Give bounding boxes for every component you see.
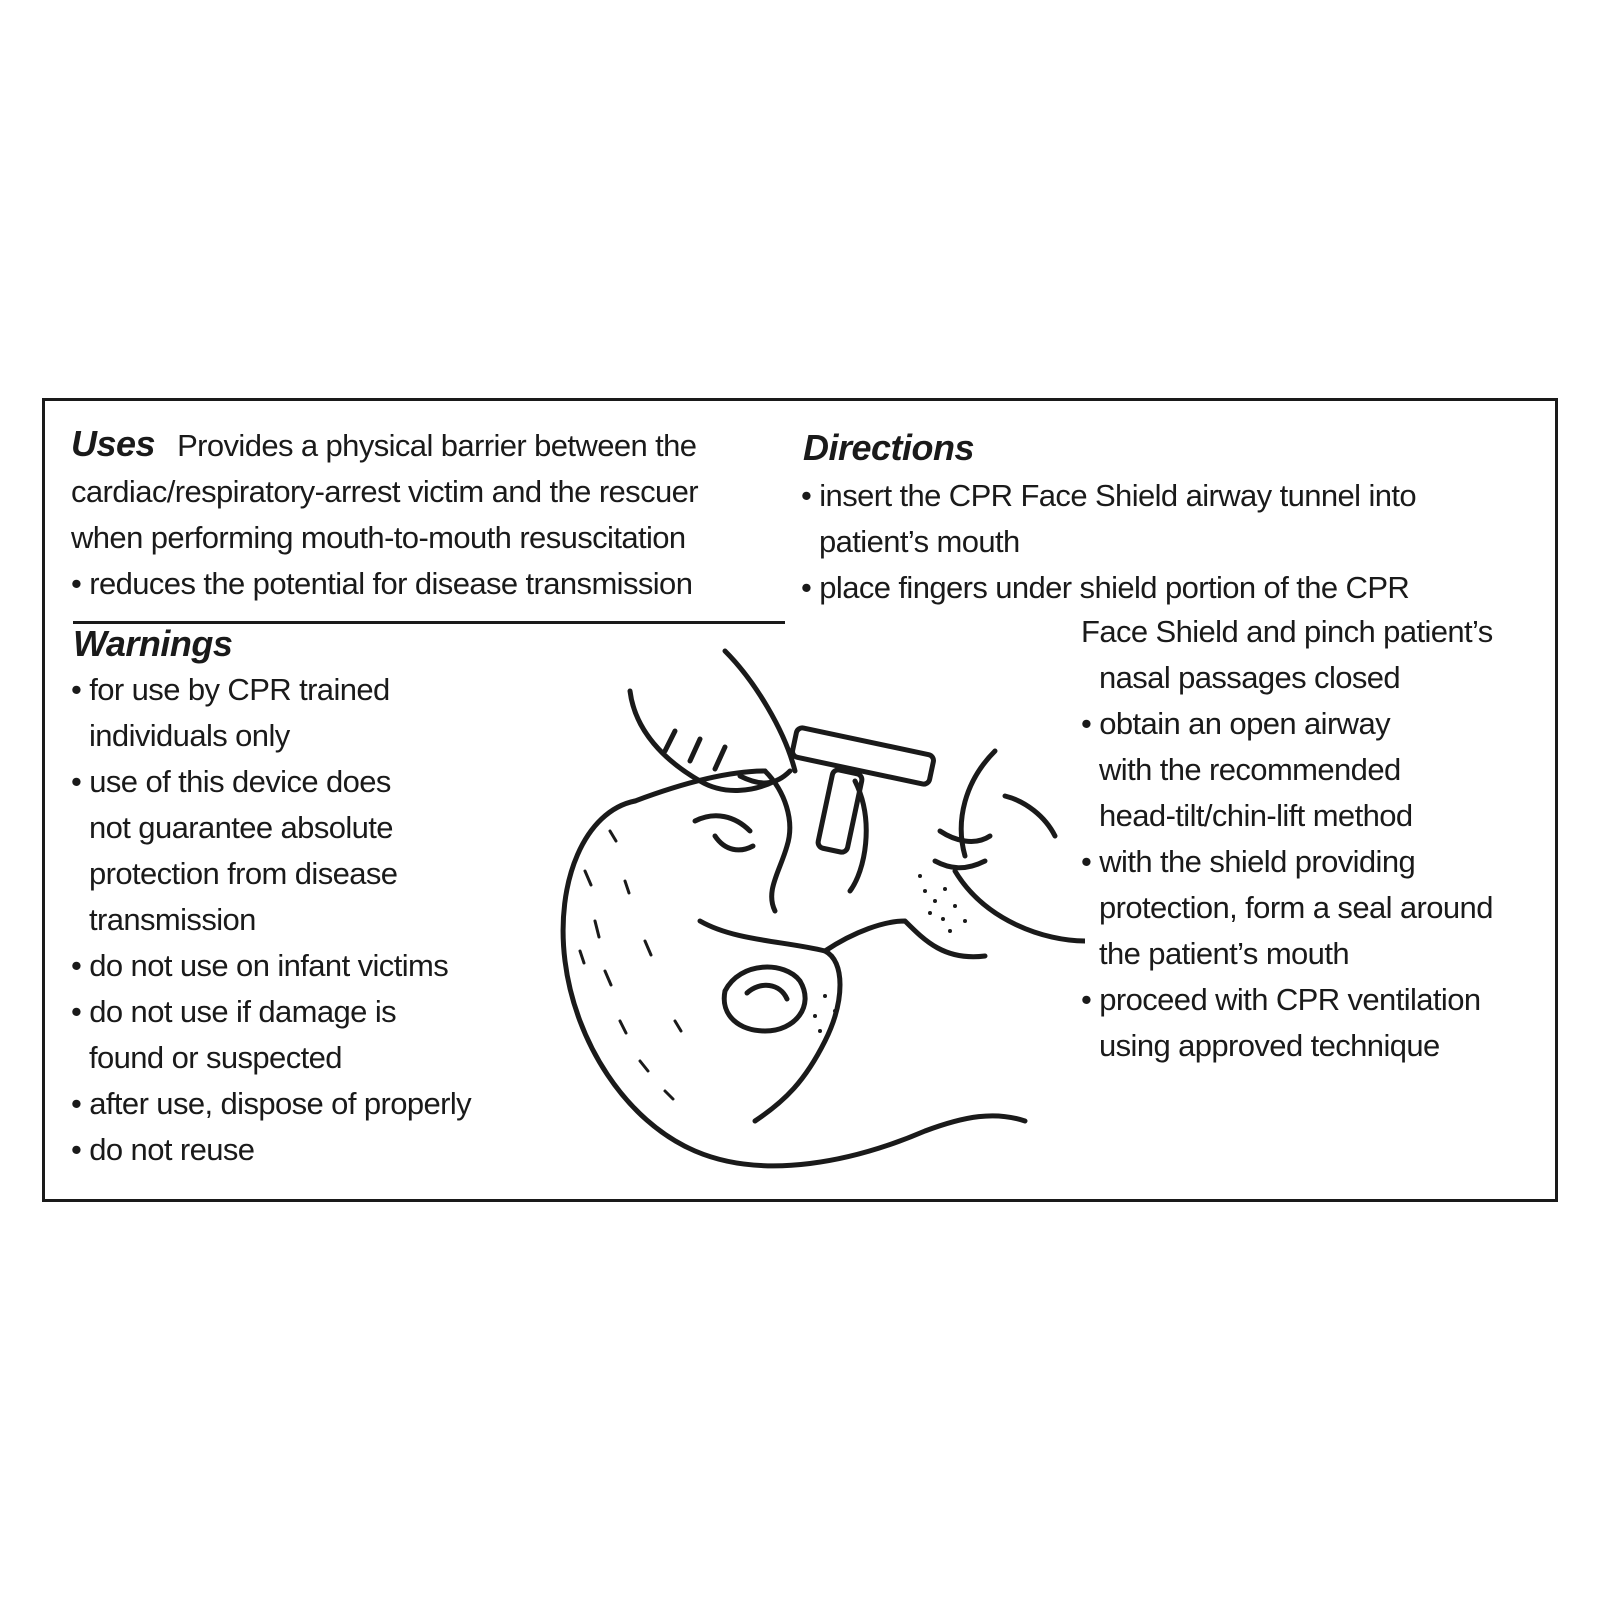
warnings-heading: Warnings: [73, 623, 233, 664]
uses-line: when performing mouth-to-mouth resuscitation: [71, 520, 686, 555]
direction-item: • insert the CPR Face Shield airway tunnel into: [801, 478, 1417, 513]
direction-item: • place fingers under shield portion of the CPR: [801, 570, 1410, 605]
direction-item: protection, form a seal around: [1099, 890, 1493, 925]
direction-item: with the recommended: [1099, 752, 1401, 787]
warning-item: • use of this device does: [71, 764, 391, 799]
direction-item: the patient’s mouth: [1099, 936, 1349, 971]
directions-heading: Directions: [803, 427, 975, 468]
uses-heading: Uses: [71, 423, 156, 464]
direction-item: head-tilt/chin-lift method: [1099, 798, 1413, 833]
direction-item: patient’s mouth: [819, 524, 1020, 559]
warning-item: • do not reuse: [71, 1132, 255, 1167]
warning-item: transmission: [89, 902, 256, 937]
cpr-face-shield-illustration-icon: [525, 621, 1085, 1181]
direction-item: • proceed with CPR ventilation: [1081, 982, 1481, 1017]
warning-item: • do not use on infant victims: [71, 948, 449, 983]
uses-line: Provides a physical barrier between the: [177, 428, 697, 463]
directions-list: [801, 473, 1416, 611]
warning-item: • for use by CPR trained: [71, 672, 390, 707]
direction-item: Face Shield and pinch patient’s: [1081, 614, 1493, 649]
warning-item: not guarantee absolute: [89, 810, 393, 845]
direction-item: nasal passages closed: [1099, 660, 1401, 695]
directions-list-continued: [1081, 609, 1493, 1069]
direction-item: • obtain an open airway: [1081, 706, 1390, 741]
uses-line: • reduces the potential for disease transmission: [71, 566, 693, 601]
warning-item: found or suspected: [89, 1040, 342, 1075]
warning-item: • after use, dispose of properly: [71, 1086, 472, 1121]
direction-item: • with the shield providing: [1081, 844, 1416, 879]
uses-section: [71, 421, 698, 607]
direction-item: using approved technique: [1099, 1028, 1440, 1063]
warning-item: protection from disease: [89, 856, 398, 891]
uses-line: cardiac/respiratory-arrest victim and the rescuer: [71, 474, 698, 509]
warnings-list: [71, 667, 471, 1173]
warning-item: individuals only: [89, 718, 290, 753]
instruction-label: [42, 398, 1558, 1202]
warning-item: • do not use if damage is: [71, 994, 397, 1029]
